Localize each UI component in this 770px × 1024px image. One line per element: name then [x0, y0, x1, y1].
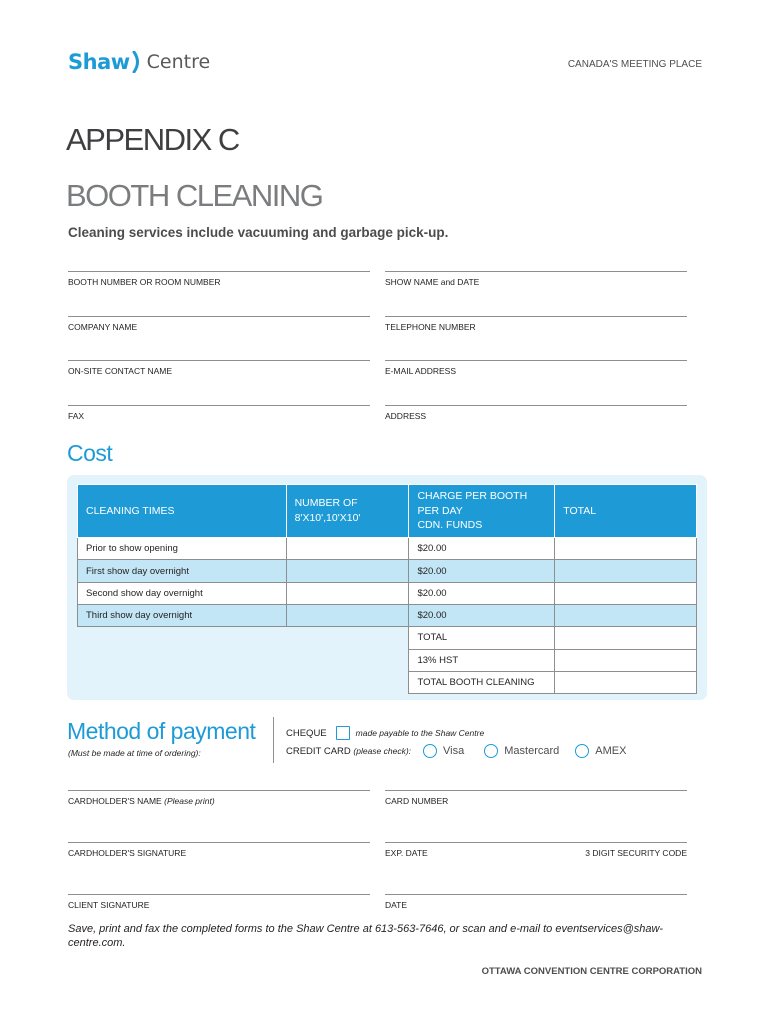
address-label: ADDRESS	[385, 411, 427, 421]
credit-card-option	[286, 744, 626, 758]
mastercard-option[interactable]	[484, 744, 559, 758]
cardholder-signature-field[interactable]	[68, 842, 370, 862]
summary-hst-value[interactable]	[555, 649, 697, 671]
exp-date-field[interactable]	[385, 842, 687, 862]
header-total: TOTAL	[555, 485, 697, 538]
logo-primary-text: Shaw	[68, 50, 130, 74]
tagline: CANADA'S MEETING PLACE	[567, 59, 702, 70]
quantity-cell[interactable]	[286, 604, 409, 626]
date-field[interactable]	[385, 894, 687, 914]
total-cell[interactable]	[555, 604, 697, 626]
cheque-label: CHEQUE	[286, 727, 327, 739]
card-number-field[interactable]	[385, 790, 687, 810]
cardholder-name-field[interactable]	[68, 790, 370, 810]
summary-hst-label: 13% HST	[409, 649, 555, 671]
charge-cell: $20.00	[409, 560, 555, 582]
organization-name: OTTAWA CONVENTION CENTRE CORPORATION	[481, 966, 702, 977]
cheque-option	[286, 726, 484, 740]
cleaning-time-cell: Second show day overnight	[78, 582, 287, 604]
charge-cell: $20.00	[409, 604, 555, 626]
quantity-cell[interactable]	[286, 582, 409, 604]
contact-name-label: ON-SITE CONTACT NAME	[68, 366, 173, 376]
total-cell[interactable]	[555, 560, 697, 582]
cleaning-time-cell: Prior to show opening	[78, 538, 287, 560]
credit-card-hint: (please check):	[353, 746, 412, 756]
summary-total-label: TOTAL	[409, 627, 555, 649]
mastercard-label: Mastercard	[504, 745, 560, 757]
summary-total-value[interactable]	[555, 627, 697, 649]
client-signature-label: CLIENT SIGNATURE	[68, 900, 150, 910]
date-label: DATE	[385, 900, 408, 910]
telephone-label: TELEPHONE NUMBER	[385, 322, 476, 332]
total-cell[interactable]	[555, 538, 697, 560]
email-label: E-MAIL ADDRESS	[385, 366, 457, 376]
page-title: BOOTH CLEANING	[66, 178, 323, 213]
cardholder-name-hint: (Please print)	[164, 796, 215, 806]
card-number-label: CARD NUMBER	[385, 796, 449, 806]
charge-cell: $20.00	[409, 582, 555, 604]
email-field[interactable]	[385, 360, 687, 380]
header-charge: CHARGE PER BOOTH PER DAY CDN. FUNDS	[409, 485, 555, 538]
amex-label: AMEX	[595, 745, 627, 757]
credit-card-label: CREDIT CARD	[286, 745, 351, 757]
visa-label: Visa	[443, 745, 465, 757]
summary-grand-label: TOTAL BOOTH CLEANING	[409, 671, 555, 693]
logo-secondary-text: Centre	[146, 51, 211, 73]
shaw-centre-logo	[68, 48, 210, 76]
cleaning-time-cell: First show day overnight	[78, 560, 287, 582]
visa-option[interactable]	[423, 744, 464, 758]
amex-option[interactable]	[575, 744, 626, 758]
cost-section-title: Cost	[67, 440, 113, 466]
booth-number-field[interactable]	[68, 271, 370, 291]
summary-row-total	[78, 627, 697, 649]
exp-date-label: EXP. DATE	[385, 848, 428, 858]
footer-instructions: Save, print and fax the completed forms to the Shaw Centre at 613-563-7646, or scan and e-mail to eventservices@shaw-centre.com.	[68, 923, 664, 950]
logo-bracket-icon	[132, 51, 142, 73]
telephone-field[interactable]	[385, 316, 687, 336]
contact-name-field[interactable]	[68, 360, 370, 380]
quantity-cell[interactable]	[286, 538, 409, 560]
table-row	[78, 582, 697, 604]
show-name-label: SHOW NAME and DATE	[385, 277, 480, 287]
quantity-cell[interactable]	[286, 560, 409, 582]
cardholder-signature-label: CARDHOLDER'S SIGNATURE	[68, 848, 187, 858]
fax-label: FAX	[68, 411, 85, 421]
security-code-label: 3 DIGIT SECURITY CODE	[585, 848, 687, 858]
cardholder-name-label: CARDHOLDER'S NAME	[68, 796, 162, 806]
show-name-field[interactable]	[385, 271, 687, 291]
payment-divider	[273, 717, 274, 763]
summary-grand-value[interactable]	[555, 671, 697, 693]
cleaning-time-cell: Third show day overnight	[78, 604, 287, 626]
cheque-checkbox[interactable]	[336, 726, 350, 740]
page-subtitle: Cleaning services include vacuuming and garbage pick-up.	[68, 225, 449, 240]
table-row	[78, 538, 697, 560]
cost-table	[77, 484, 697, 694]
mastercard-radio[interactable]	[484, 744, 498, 758]
summary-row-grand-total	[78, 671, 697, 693]
appendix-title: APPENDIX C	[66, 122, 239, 157]
header-cleaning-times: CLEANING TIMES	[78, 485, 287, 538]
table-row	[78, 560, 697, 582]
booth-number-label: BOOTH NUMBER OR ROOM NUMBER	[68, 277, 221, 287]
payment-note: (Must be made at time of ordering):	[68, 748, 201, 758]
company-name-label: COMPANY NAME	[68, 322, 138, 332]
summary-row-hst	[78, 649, 697, 671]
payment-section-title: Method of payment	[67, 718, 256, 744]
cheque-note: made payable to the Shaw Centre	[355, 728, 485, 738]
company-name-field[interactable]	[68, 316, 370, 336]
address-field[interactable]	[385, 405, 687, 425]
table-row	[78, 604, 697, 626]
amex-radio[interactable]	[575, 744, 589, 758]
header-number-of: NUMBER OF 8'X10',10'X10'	[286, 485, 409, 538]
fax-field[interactable]	[68, 405, 370, 425]
client-signature-field[interactable]	[68, 894, 370, 914]
total-cell[interactable]	[555, 582, 697, 604]
visa-radio[interactable]	[423, 744, 437, 758]
charge-cell: $20.00	[409, 538, 555, 560]
